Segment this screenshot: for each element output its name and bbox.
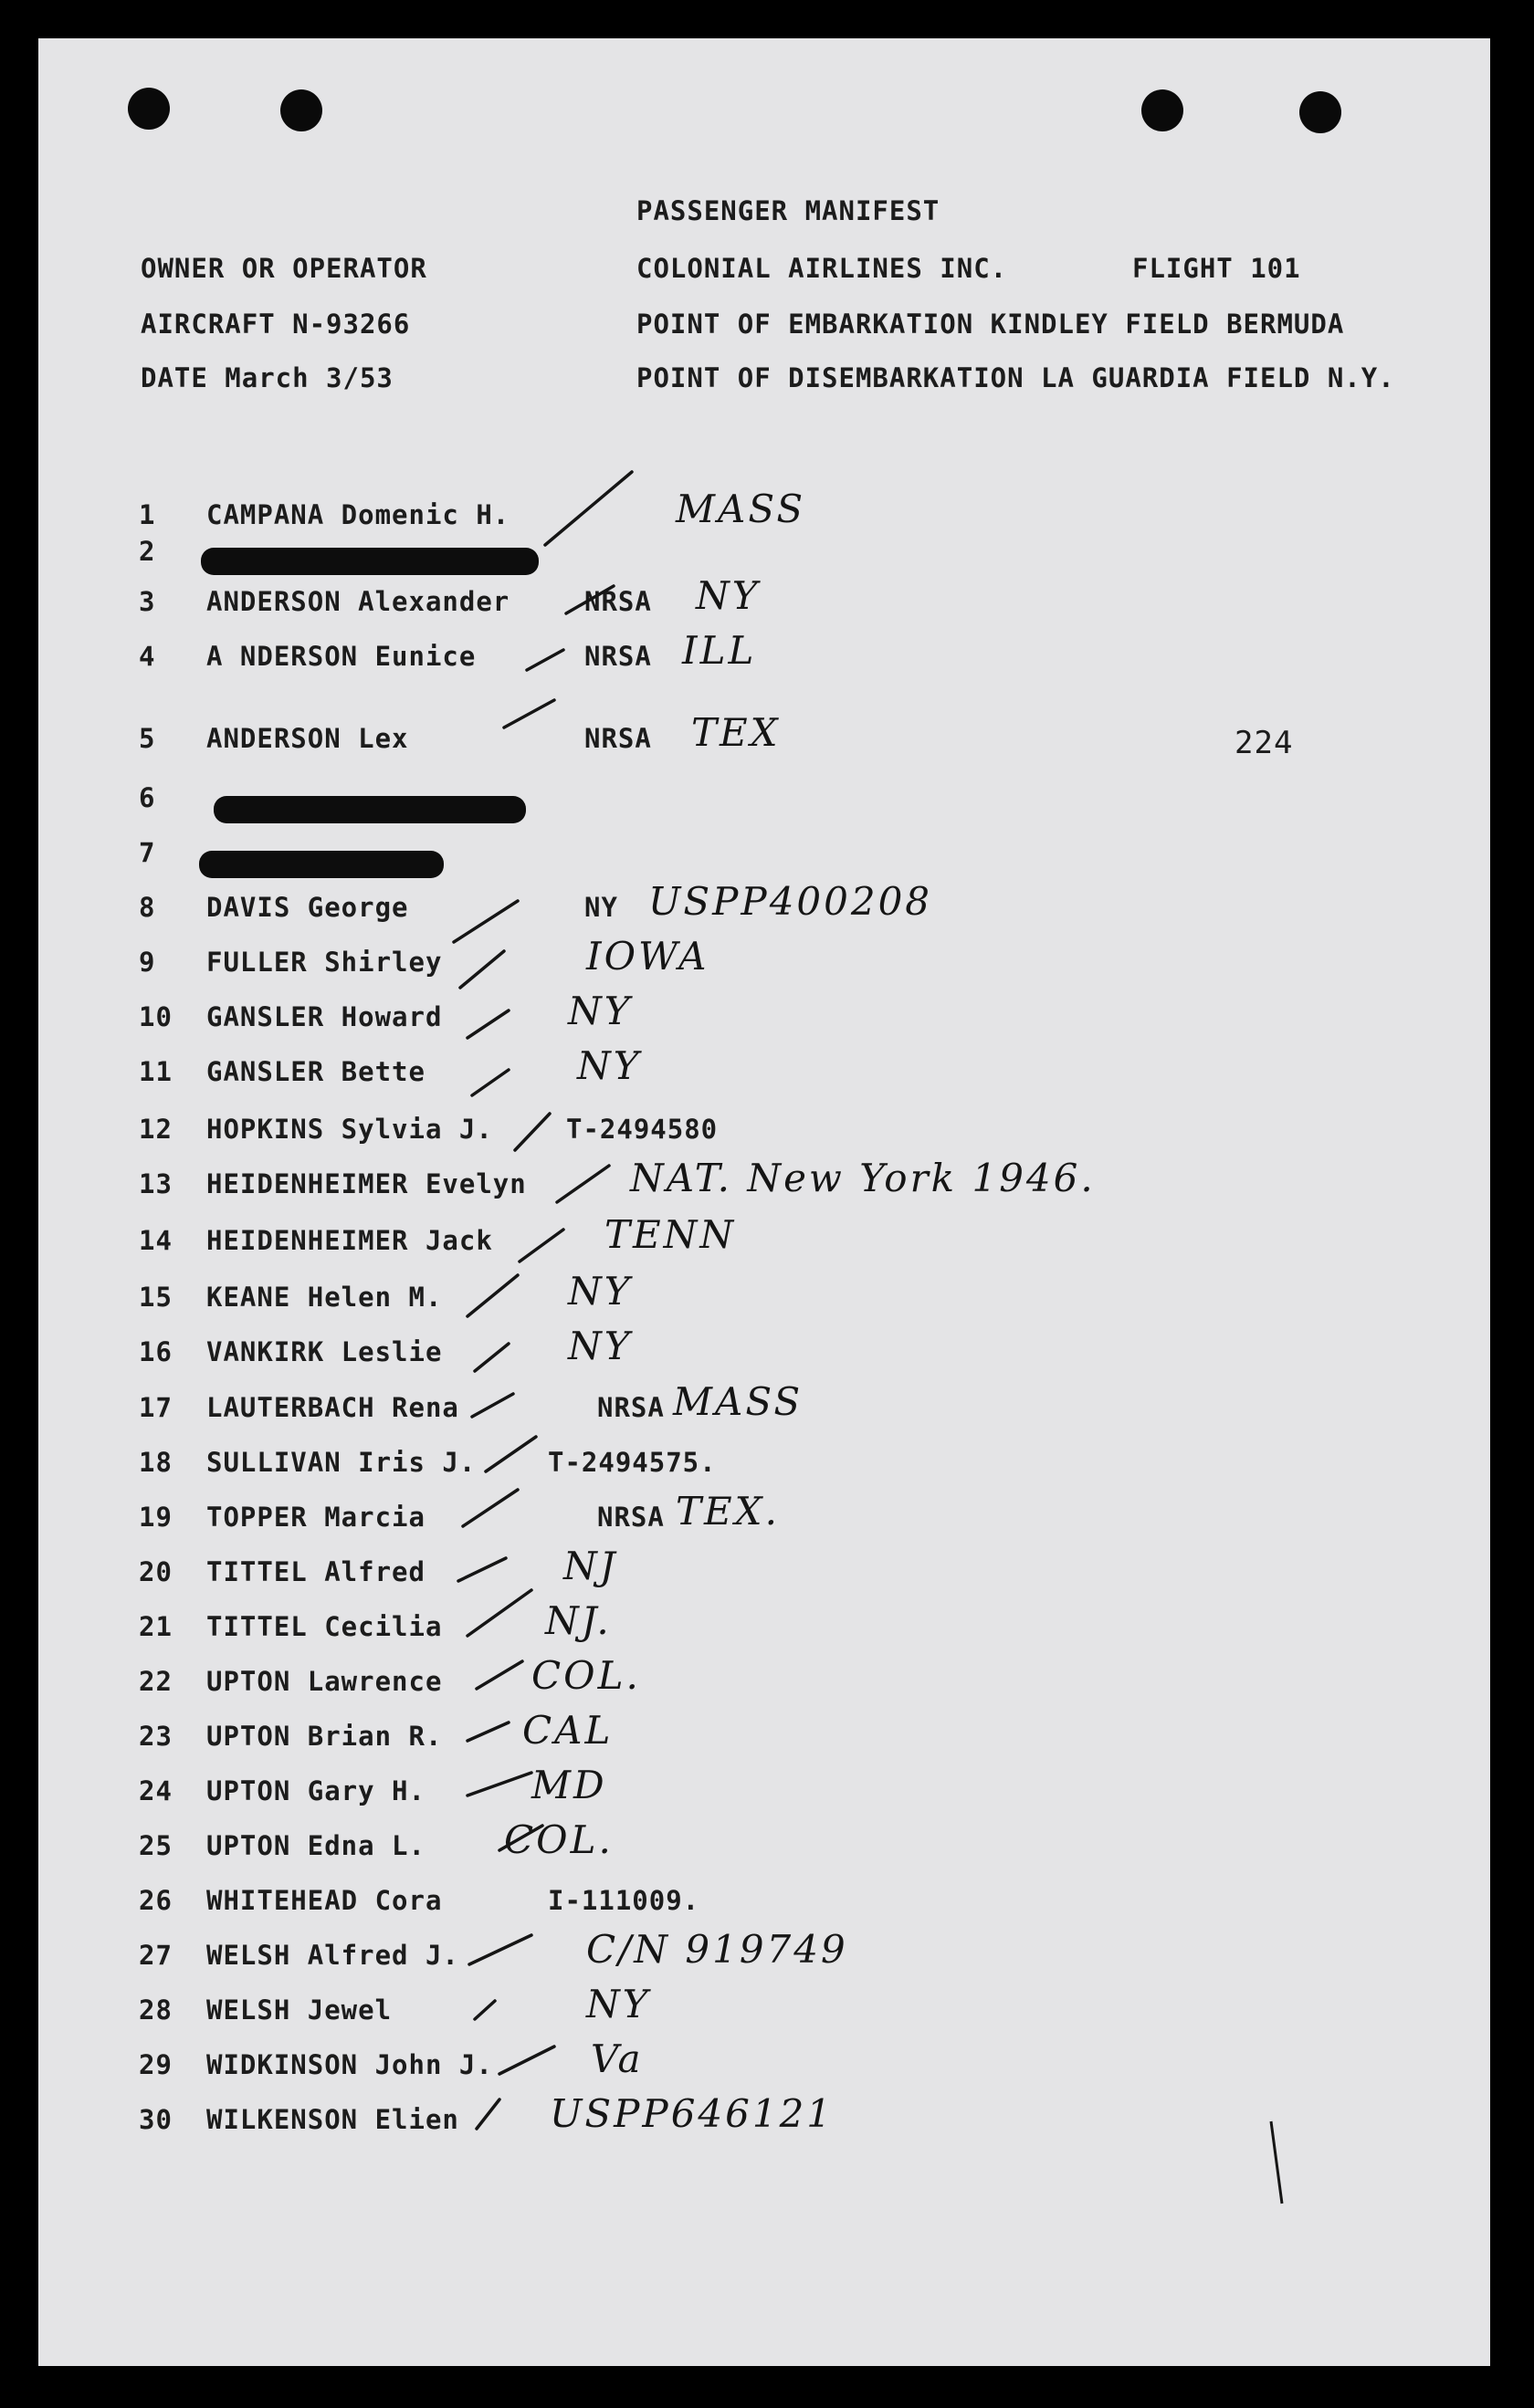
handwritten-note: NY [568,989,633,1033]
handwritten-note: USPP400208 [648,879,933,924]
handwritten-note: TENN [604,1212,737,1257]
margin-stroke [1271,2121,1282,2204]
row-number: 18 [139,1447,173,1478]
check-mark [468,1773,531,1796]
handwritten-note: NJ. [545,1598,612,1643]
passenger-name: A NDERSON Eunice [206,641,477,672]
row-number: 26 [139,1885,173,1916]
check-mark [527,650,563,670]
manifest-page [38,38,1490,2366]
passenger-name: TITTEL Alfred [206,1556,426,1587]
passenger-name: ANDERSON Alexander [206,586,510,617]
row-number: 25 [139,1830,173,1861]
passenger-name: UPTON Edna L. [206,1830,426,1861]
passenger-name: TOPPER Marcia [206,1502,426,1533]
handwritten-note: NY [568,1324,633,1368]
owner-value: COLONIAL AIRLINES INC. [636,253,1008,284]
passenger-name: WELSH Alfred J. [206,1940,459,1971]
passenger-name: GANSLER Howard [206,1001,443,1032]
passenger-name: FULLER Shirley [206,947,443,978]
handwritten-note: IOWA [586,934,709,979]
handwritten-note: MASS [673,1379,804,1424]
punch-hole-4 [1299,91,1341,133]
row-number: 16 [139,1336,173,1367]
row-number: 24 [139,1775,173,1806]
handwritten-note: MASS [676,487,806,531]
punch-hole-3 [1141,89,1183,131]
handwritten-note: C/N 919749 [586,1927,848,1972]
handwritten-note: COL. [504,1817,614,1862]
check-mark [499,2047,554,2074]
passenger-name: UPTON Lawrence [206,1666,443,1697]
row-number: 13 [139,1168,173,1199]
row-number: 27 [139,1940,173,1971]
passenger-name: UPTON Gary H. [206,1775,426,1806]
row-number: 7 [139,837,156,868]
check-mark [475,2001,495,2019]
check-mark [504,700,554,728]
row-number: 9 [139,947,156,978]
check-mark [475,1344,509,1371]
row-number: 28 [139,1994,173,2026]
row-number: 5 [139,723,156,754]
handwritten-note: MD [531,1763,607,1807]
check-mark [468,1275,518,1316]
check-mark [468,1722,509,1741]
row-number: 22 [139,1666,173,1697]
handwritten-note: NY [568,1269,633,1314]
check-mark [469,1935,531,1964]
point-of-embarkation: POINT OF EMBARKATION KINDLEY FIELD BERMUDA [636,309,1345,340]
handwritten-note: Va [591,2036,644,2081]
check-mark [557,1166,609,1202]
passenger-status: T-2494575. [548,1447,717,1478]
passenger-name: HEIDENHEIMER Evelyn [206,1168,527,1199]
row-number: 15 [139,1282,173,1313]
check-mark [454,901,518,942]
check-mark [477,1661,522,1689]
passenger-name: WIDKINSON John J. [206,2049,493,2080]
check-mark [472,1070,509,1095]
row-number: 30 [139,2104,173,2135]
passenger-name: HEIDENHEIMER Jack [206,1225,493,1256]
passenger-name: WHITEHEAD Cora [206,1885,443,1916]
row-number: 2 [139,536,156,567]
redaction-bar [214,796,526,823]
point-of-disembarkation: POINT OF DISEMBARKATION LA GUARDIA FIELD N.Y. [636,362,1395,393]
row-number: 1 [139,499,156,530]
passenger-name: KEANE Helen M. [206,1282,443,1313]
passenger-name: SULLIVAN Iris J. [206,1447,477,1478]
check-mark [468,1010,509,1038]
passenger-name: WELSH Jewel [206,1994,393,2026]
passenger-status: T-2494580 [566,1114,719,1145]
handwritten-note: NAT. New York 1946. [630,1156,1096,1200]
manifest-title: PASSENGER MANIFEST [636,195,940,226]
handwritten-note: USPP646121 [550,2091,835,2136]
passenger-name: VANKIRK Leslie [206,1336,443,1367]
passenger-name: CAMPANA Domenic H. [206,499,510,530]
check-mark [545,472,632,545]
row-number: 29 [139,2049,173,2080]
check-mark [458,1558,506,1581]
handwritten-note: NY [577,1043,642,1088]
handwritten-note: TEX. [676,1489,780,1534]
passenger-status: NRSA [597,1392,665,1423]
handwritten-note: NY [586,1982,651,2026]
check-mark [460,951,504,988]
check-mark [486,1437,536,1471]
check-mark [515,1114,550,1150]
aircraft-registration: AIRCRAFT N-93266 [141,309,411,340]
row-number: 6 [139,782,156,813]
check-mark [520,1230,563,1262]
handwritten-note: NY [696,573,761,618]
row-number: 20 [139,1556,173,1587]
passenger-status: NY [584,892,618,923]
handwritten-note: COL. [531,1653,641,1698]
handwritten-note: ILL [682,628,757,673]
row-number: 21 [139,1611,173,1642]
passenger-name: ANDERSON Lex [206,723,409,754]
passenger-name: DAVIS George [206,892,409,923]
handwritten-note: TEX [691,710,781,755]
check-mark [463,1490,518,1526]
row-number: 23 [139,1721,173,1752]
passenger-status: NRSA [597,1502,665,1533]
redaction-bar [199,851,444,878]
margin-number: 224 [1235,725,1294,761]
row-number: 11 [139,1056,173,1087]
row-number: 8 [139,892,156,923]
passenger-name: TITTEL Cecilia [206,1611,443,1642]
handwritten-note: NJ [563,1544,618,1588]
passenger-name: LAUTERBACH Rena [206,1392,459,1423]
check-mark [477,2099,499,2129]
punch-hole-1 [128,88,170,130]
passenger-status: NRSA [584,586,652,617]
passenger-name: UPTON Brian R. [206,1721,443,1752]
flight-number: FLIGHT 101 [1132,253,1301,284]
handwritten-note: CAL [522,1708,614,1753]
row-number: 4 [139,641,156,672]
row-number: 12 [139,1114,173,1145]
passenger-status: NRSA [584,723,652,754]
check-mark [472,1394,513,1417]
passenger-name: WILKENSON Elien [206,2104,459,2135]
row-number: 17 [139,1392,173,1423]
manifest-date: DATE March 3/53 [141,362,394,393]
punch-hole-2 [280,89,322,131]
passenger-name: GANSLER Bette [206,1056,426,1087]
check-mark [468,1590,531,1636]
passenger-status: I-111009. [548,1885,700,1916]
row-number: 19 [139,1502,173,1533]
redaction-bar [201,548,539,575]
passenger-name: HOPKINS Sylvia J. [206,1114,493,1145]
row-number: 3 [139,586,156,617]
row-number: 14 [139,1225,173,1256]
owner-label: OWNER OR OPERATOR [141,253,427,284]
row-number: 10 [139,1001,173,1032]
passenger-status: NRSA [584,641,652,672]
